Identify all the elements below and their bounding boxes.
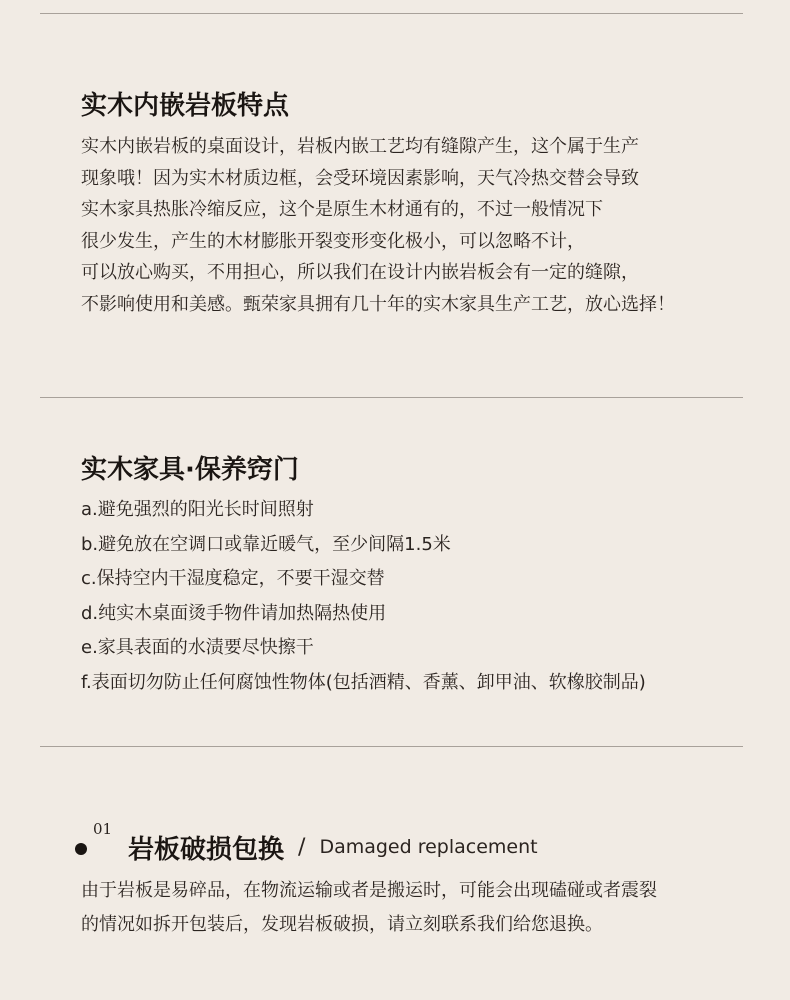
item-title-english: Damaged replacement [319,836,538,858]
paragraph-line: 现象哦！因为实木材质边框，会受环境因素影响，天气冷热交替会导致 [81,167,639,189]
section-divider [40,397,743,398]
tip-item: d.纯实木桌面烫手物件请加热隔热使用 [81,602,387,624]
tip-item: c.保持空内干湿度稳定，不要干湿交替 [81,568,385,589]
item-description [81,874,657,942]
description-line: 的情况如拆开包装后，发现岩板破损，请立刻联系我们给您退换。 [81,914,603,935]
maintenance-tips-title: 实木家具·保养窍门 [81,455,299,485]
item-title-separator: / [298,834,306,860]
tip-item: a.避免强烈的阳光长时间照射 [81,499,314,520]
item-title-chinese: 岩板破损包换 [128,834,285,865]
top-divider [40,13,743,14]
item-number: 01 [93,820,113,838]
stone-inlay-features-section [81,89,761,320]
description-line: 由于岩板是易碎品，在物流运输或者是搬运时，可能会出现磕碰或者震裂 [81,880,657,901]
stone-inlay-features-paragraph [81,131,761,320]
maintenance-tips-list [81,493,761,700]
tip-item: f.表面切勿防止任何腐蚀性物体(包括酒精、香薰、卸甲油、软橡胶制品) [81,671,646,693]
paragraph-line: 不影响使用和美感。甄荣家具拥有几十年的实木家具生产工艺，放心选择！ [81,293,675,315]
paragraph-line: 可以放心购买，不用担心，所以我们在设计内嵌岩板会有一定的缝隙， [81,262,639,283]
tip-item: e.家具表面的水渍要尽快擦干 [81,637,314,658]
maintenance-tips-section [81,453,761,700]
tip-item: b.避免放在空调口或靠近暖气，至少间隔1.5米 [81,533,451,555]
paragraph-line: 实木家具热胀冷缩反应，这个是原生木材通有的，不过一般情况下 [81,199,603,220]
stone-inlay-features-title: 实木内嵌岩板特点 [81,91,290,121]
paragraph-line: 很少发生，产生的木材膨胀开裂变形变化极小，可以忽略不计， [81,230,585,252]
section-divider [40,746,743,747]
paragraph-line: 实木内嵌岩板的桌面设计，岩板内嵌工艺均有缝隙产生，这个属于生产 [81,136,639,157]
bullet-dot-icon [75,843,87,855]
item-title-row [128,829,538,865]
